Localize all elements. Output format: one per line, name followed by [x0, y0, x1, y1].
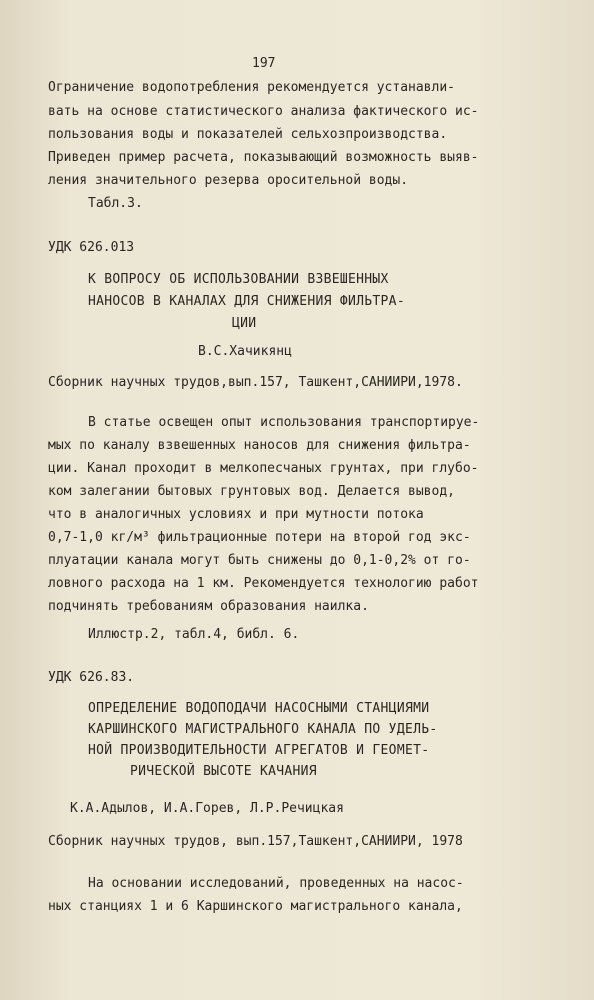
page-number: 197	[252, 56, 276, 71]
article-body-line: В статье освещен опыт использования транспортируе-	[88, 415, 480, 430]
article-title-line: ЦИИ	[232, 316, 257, 331]
article-body-line: ных станциях 1 и 6 Каршинского магистрального канала,	[48, 899, 463, 914]
article-title-line: К ВОПРОСУ ОБ ИСПОЛЬЗОВАНИИ ВЗВЕШЕННЫХ	[88, 272, 389, 287]
article-author: В.С.Хачикянц	[198, 344, 292, 359]
article-title-line: НОЙ ПРОИЗВОДИТЕЛЬНОСТИ АГРЕГАТОВ И ГЕОМЕТ-	[88, 743, 430, 758]
intro-line: вать на основе статистического анализа фактического ис-	[48, 104, 479, 119]
article-refs: Иллюстр.2, табл.4, библ. 6.	[88, 627, 300, 642]
article-title-line: РИЧЕСКОЙ ВЫСОТЕ КАЧАНИЯ	[130, 764, 317, 779]
article-authors: К.А.Адылов, И.А.Горев, Л.Р.Речицкая	[70, 801, 344, 816]
article-body-line: ком залегании бытовых грунтовых вод. Делается вывод,	[48, 484, 455, 499]
intro-line: Приведен пример расчета, показывающий возможность выяв-	[48, 150, 479, 165]
article-body-line: мых по каналу взвешенных наносов для снижения фильтра-	[48, 438, 471, 453]
intro-line: Ограничение водопотребления рекомендуется устанавли-	[48, 80, 455, 95]
tables-note: Табл.3.	[88, 196, 143, 211]
article-title-line: ОПРЕДЕЛЕНИЕ ВОДОПОДАЧИ НАСОСНЫМИ СТАНЦИЯМИ	[88, 701, 430, 716]
intro-line: пользования воды и показателей сельхозпроизводства.	[48, 127, 448, 142]
article-body-line: ловного расхода на 1 км. Рекомендуется технологию работ	[48, 576, 479, 591]
article-body-line: ции. Канал проходит в мелкопесчаных грунтах, при глубо-	[48, 461, 479, 476]
article-source: Сборник научных трудов, вып.157,Ташкент,САНИИРИ, 1978	[48, 834, 463, 849]
article-body-line: подчинять требованиям образования наилка.	[48, 599, 369, 614]
article-title-line: КАРШИНСКОГО МАГИСТРАЛЬНОГО КАНАЛА ПО УДЕЛЬ-	[88, 722, 438, 737]
article-body-line: 0,7-1,0 кг/м³ фильтрационные потери на второй год экс-	[48, 530, 471, 545]
article-body-line: плуатации канала могут быть снижены до 0,1-0,2% от го-	[48, 553, 471, 568]
intro-line: ления значительного резерва оросительной воды.	[48, 173, 409, 188]
udk-code: УДК 626.83.	[48, 670, 135, 685]
article-source: Сборник научных трудов,вып.157, Ташкент,САНИИРИ,1978.	[48, 375, 463, 390]
article-title-line: НАНОСОВ В КАНАЛАХ ДЛЯ СНИЖЕНИЯ ФИЛЬТРА-	[88, 294, 405, 309]
udk-code: УДК 626.013	[48, 240, 135, 255]
article-body-line: что в аналогичных условиях и при мутности потока	[48, 507, 424, 522]
article-body-line: На основании исследований, проведенных на насос-	[88, 876, 464, 891]
